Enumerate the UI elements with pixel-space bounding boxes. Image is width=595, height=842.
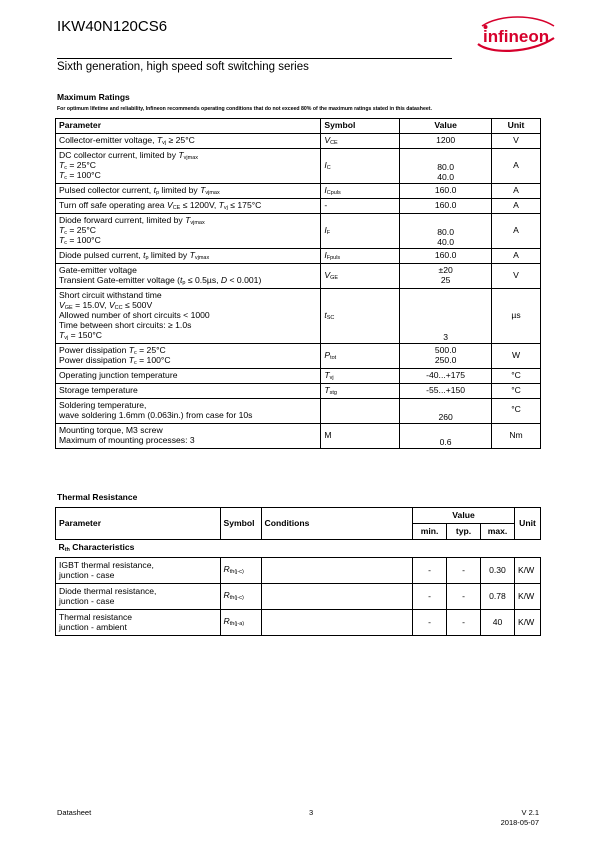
th-max-cell: 40 (481, 610, 515, 636)
max-ratings-row (56, 384, 541, 399)
series-subtitle: Sixth generation, high speed soft switching series (57, 61, 309, 73)
col-symbol: Symbol (321, 119, 400, 134)
value-cell: 160.0 (400, 199, 492, 214)
part-number: IKW40N120CS6 (57, 18, 168, 35)
value-cell: ±20 25 (400, 264, 492, 289)
col-unit: Unit (492, 119, 541, 134)
rth-group-row (56, 540, 541, 558)
th-param-cell: Diode thermal resistance, junction - case (56, 584, 221, 610)
max-ratings-header-row (56, 119, 541, 134)
unit-cell: °C (492, 384, 541, 399)
th-min-cell: - (413, 558, 447, 584)
symbol-cell (321, 399, 400, 424)
th-col-unit: Unit (514, 508, 540, 540)
th-unit-cell: K/W (514, 584, 540, 610)
max-ratings-row (56, 344, 541, 369)
footer-date: 2018-05-07 (500, 817, 539, 827)
unit-cell: W (492, 344, 541, 369)
symbol-cell: M (321, 424, 400, 449)
logo-wordmark: infineon (483, 27, 550, 46)
th-col-parameter: Parameter (56, 508, 221, 540)
unit-cell: °C (492, 369, 541, 384)
max-ratings-row (56, 199, 541, 214)
th-typ-cell: - (447, 558, 481, 584)
max-ratings-row (56, 289, 541, 344)
max-ratings-row (56, 184, 541, 199)
th-col-typ: typ. (447, 524, 481, 540)
unit-cell: Nm (492, 424, 541, 449)
symbol-cell: $I_{Cpuls}$ (321, 184, 400, 199)
footer-page-number: 3 (309, 808, 314, 817)
unit-cell: A (492, 249, 541, 264)
thermal-row (56, 584, 541, 610)
th-max-cell: 0.30 (481, 558, 515, 584)
thermal-row (56, 558, 541, 584)
th-col-min: min. (413, 524, 447, 540)
max-ratings-row (56, 399, 541, 424)
footer-doc-type: Datasheet (57, 808, 92, 817)
value-cell: 80.0 40.0 (400, 214, 492, 249)
symbol-cell: $T_{stg}$ (321, 384, 400, 399)
max-ratings-row (56, 214, 541, 249)
param-cell: Soldering temperature, wave soldering 1.6mm (0.063in.) from case for 10s (56, 399, 321, 424)
param-cell: Collector-emitter voltage, $T_{vj} \ge 25^\circ C$ (56, 134, 321, 149)
value-cell: 160.0 (400, 249, 492, 264)
symbol-cell: - (321, 199, 400, 214)
th-min-cell: - (413, 610, 447, 636)
th-symbol-cell: $R_{th(j-c)}$ (220, 584, 261, 610)
col-parameter: Parameter (56, 119, 321, 134)
th-unit-cell: K/W (514, 558, 540, 584)
thermal-header-row-1 (56, 508, 541, 524)
th-col-max: max. (481, 524, 515, 540)
th-conditions-cell (261, 584, 413, 610)
param-cell: Pulsed collector current, $t_p$ limited by $T_{vjmax}$ (56, 184, 321, 199)
param-cell: Storage temperature (56, 384, 321, 399)
param-cell: Power dissipation $T_c = 25^\circ C$ Power dissipation $T_c = 100^\circ C$ (56, 344, 321, 369)
max-ratings-row (56, 264, 541, 289)
col-value: Value (400, 119, 492, 134)
max-ratings-note: For optimum lifetime and reliability, Infineon recommends operating conditions that do not exceed 80% of the maximum ratings stated in this datasheet. (57, 106, 432, 112)
th-typ-cell: - (447, 610, 481, 636)
unit-cell: A (492, 199, 541, 214)
value-cell: 160.0 (400, 184, 492, 199)
param-cell: Diode forward current, limited by $T_{vjmax}$ $T_c = 25^\circ C$ $T_c = 100^\circ C$ (56, 214, 321, 249)
max-ratings-title: Maximum Ratings (57, 92, 130, 102)
th-symbol-cell: $R_{th(j-a)}$ (220, 610, 261, 636)
symbol-cell: $t_{SC}$ (321, 289, 400, 344)
param-cell: Diode pulsed current, $t_p$ limited by $T_{vjmax}$ (56, 249, 321, 264)
unit-cell: V (492, 134, 541, 149)
th-conditions-cell (261, 610, 413, 636)
header-divider (57, 58, 452, 59)
infineon-logo (470, 14, 560, 54)
th-param-cell: IGBT thermal resistance, junction - case (56, 558, 221, 584)
symbol-cell: $I_C$ (321, 149, 400, 184)
th-typ-cell: - (447, 584, 481, 610)
param-cell: Turn off safe operating area $V_{CE} \le 1200V$, $T_{vj} \le 175^\circ C$ (56, 199, 321, 214)
max-ratings-row (56, 134, 541, 149)
value-cell: 500.0 250.0 (400, 344, 492, 369)
unit-cell: A (492, 214, 541, 249)
symbol-cell: $V_{CE}$ (321, 134, 400, 149)
thermal-title: Thermal Resistance (57, 492, 138, 502)
max-ratings-row (56, 149, 541, 184)
th-unit-cell: K/W (514, 610, 540, 636)
param-cell: DC collector current, limited by $T_{vjmax}$ $T_c = 25^\circ C$ $T_c = 100^\circ C$ (56, 149, 321, 184)
value-cell: 80.0 40.0 (400, 149, 492, 184)
symbol-cell: $T_{vj}$ (321, 369, 400, 384)
symbol-cell: $I_{Fpuls}$ (321, 249, 400, 264)
symbol-cell: $V_{GE}$ (321, 264, 400, 289)
param-cell: Gate-emitter voltage Transient Gate-emitter voltage ($t_p \le 0.5\mu s$, D < 0.001) (56, 264, 321, 289)
unit-cell: µs (492, 289, 541, 344)
param-cell: Mounting torque, M3 screw Maximum of mounting processes: 3 (56, 424, 321, 449)
rth-group-label: $R_{th}$ Characteristics (56, 540, 541, 558)
th-symbol-cell: $R_{th(j-c)}$ (220, 558, 261, 584)
value-cell: 1200 (400, 134, 492, 149)
unit-cell: A (492, 184, 541, 199)
max-ratings-row (56, 249, 541, 264)
value-cell: -40...+175 (400, 369, 492, 384)
th-col-conditions: Conditions (261, 508, 413, 540)
th-param-cell: Thermal resistance junction - ambient (56, 610, 221, 636)
value-cell: -55...+150 (400, 384, 492, 399)
th-min-cell: - (413, 584, 447, 610)
symbol-cell: $P_{tot}$ (321, 344, 400, 369)
th-col-value: Value (413, 508, 515, 524)
footer-version-block (490, 808, 539, 828)
th-max-cell: 0.78 (481, 584, 515, 610)
max-ratings-row (56, 369, 541, 384)
unit-cell: A (492, 149, 541, 184)
footer-version: V 2.1 (521, 808, 539, 817)
param-cell: Short circuit withstand time $V_{GE} = 15.0V$, $V_{CC} \le 500V$ Allowed number of short circuits < 1000 Time between short circuits: ≥ 1.0s $T_{vj} = 150^\circ C$ (56, 289, 321, 344)
value-cell: 0.6 (400, 424, 492, 449)
max-ratings-table (55, 118, 541, 449)
value-cell: 3 (400, 289, 492, 344)
param-cell: Operating junction temperature (56, 369, 321, 384)
unit-cell: V (492, 264, 541, 289)
th-conditions-cell (261, 558, 413, 584)
symbol-cell: $I_F$ (321, 214, 400, 249)
max-ratings-row (56, 424, 541, 449)
th-col-symbol: Symbol (220, 508, 261, 540)
thermal-row (56, 610, 541, 636)
unit-cell: °C (492, 399, 541, 424)
value-cell: 260 (400, 399, 492, 424)
thermal-table (55, 507, 541, 636)
